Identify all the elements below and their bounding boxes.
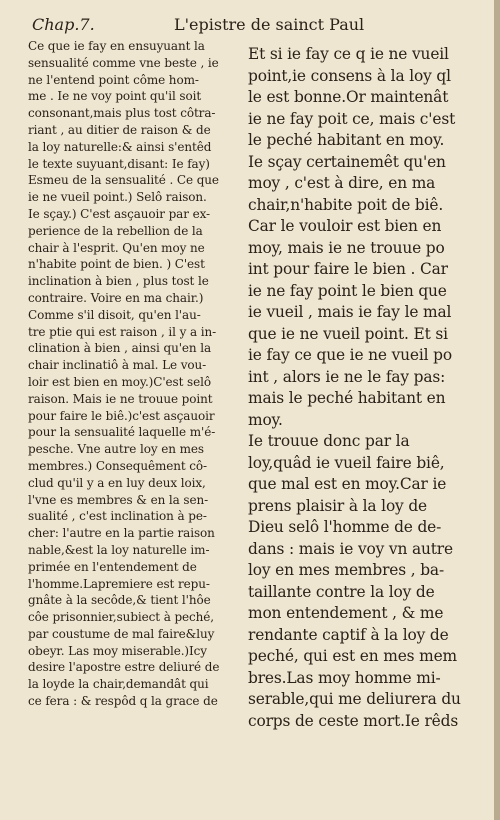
scripture-line: moy , c'est à dire, en ma bbox=[248, 174, 436, 192]
page-header bbox=[32, 14, 472, 36]
scripture-line: Et si ie fay ce q ie ne vueil bbox=[248, 45, 449, 63]
commentary-line: ce fera : & respôd q la grace de bbox=[28, 694, 218, 709]
scripture-line: Car le vouloir est bien en bbox=[248, 217, 442, 235]
commentary-line: Comme s'il disoit, qu'en l'au- bbox=[28, 307, 201, 322]
scripture-line: chair,n'habite poit de biê. bbox=[248, 195, 444, 214]
scripture-line: que ie ne vueil point. Et si bbox=[248, 324, 448, 343]
scripture-line: Dieu selô l'homme de de- bbox=[248, 518, 442, 536]
commentary-line: desire l'apostre estre deliuré de bbox=[28, 660, 220, 675]
commentary-line: inclination à bien , plus tost le bbox=[28, 274, 209, 289]
commentary-line: clud qu'il y a en luy deux loix, bbox=[28, 475, 206, 490]
scripture-line: prens plaisir à la loy de bbox=[248, 496, 428, 515]
scripture-line: dans : mais ie voy vn autre bbox=[248, 539, 453, 558]
scripture-line: ie fay ce que ie ne vueil po bbox=[248, 346, 452, 364]
commentary-line: Esmeu de la sensualité . Ce que bbox=[28, 173, 219, 188]
commentary-line: pour faire le biê.)c'est asçauoir bbox=[28, 408, 215, 423]
scripture-line: corps de ceste mort.Ie rêds bbox=[248, 711, 459, 730]
commentary-line: chair à l'esprit. Qu'en moy ne bbox=[28, 240, 205, 255]
commentary-line: la loyde la chair,demandât qui bbox=[28, 677, 209, 692]
scripture-line: rendante captif à la loy de bbox=[248, 625, 449, 644]
commentary-line: pour la sensualité laquelle m'é- bbox=[28, 425, 216, 440]
commentary-line: gnâte à la secôde,& tient l'hôe bbox=[28, 593, 211, 608]
commentary-line: tre ptie qui est raison , il y a in- bbox=[28, 324, 217, 339]
scripture-line: que mal est en moy.Car ie bbox=[248, 475, 447, 493]
running-head-title: L'epistre de sainct Paul bbox=[174, 15, 365, 34]
commentary-line: sualité , c'est inclination à pe- bbox=[28, 509, 207, 524]
commentary-line: primée en l'entendement de bbox=[28, 559, 197, 574]
scripture-line: loy en mes membres , ba- bbox=[248, 561, 444, 579]
scripture-line: taillante contre la loy de bbox=[248, 582, 435, 601]
scripture-line: le peché habitant en moy. bbox=[248, 131, 445, 149]
commentary-line: l'vne es membres & en la sen- bbox=[28, 492, 209, 507]
commentary-line: me . Ie ne voy point qu'il soit bbox=[28, 89, 202, 104]
commentary-line: clination à bien , ainsi qu'en la bbox=[28, 341, 212, 356]
scripture-line: ie vueil , mais ie fay le mal bbox=[248, 303, 452, 321]
commentary-line: ne l'entend point côme hom- bbox=[28, 72, 199, 87]
scripture-line: mais le peché habitant en bbox=[248, 389, 446, 407]
scripture-line: ie ne fay point le bien que bbox=[248, 281, 447, 300]
commentary-line: sensualité comme vne beste , ie bbox=[28, 55, 219, 70]
commentary-line: loir est bien en moy.)C'est selô bbox=[28, 374, 211, 389]
scripture-line: moy. bbox=[248, 410, 283, 429]
commentary-line: Ce que ie fay en ensuyuant la bbox=[28, 39, 205, 53]
commentary-line: l'homme.Lapremiere est repu- bbox=[28, 576, 210, 591]
commentary-line: ie ne vueil point.) Selô raison. bbox=[28, 190, 207, 205]
commentary-line: membres.) Consequêment cô- bbox=[28, 458, 207, 473]
commentary-line: n'habite point de bien. ) C'est bbox=[28, 257, 205, 272]
scripture-line: mon entendement , & me bbox=[248, 604, 444, 622]
commentary-line: consonant,mais plus tost côtra- bbox=[28, 106, 216, 121]
scripture-line: int pour faire le bien . Car bbox=[248, 260, 448, 278]
scripture-line: serable,qui me deliurera du bbox=[248, 690, 461, 708]
scripture-line: bres.Las moy homme mi- bbox=[248, 668, 441, 687]
commentary-line: côe prisonnier,subiect à peché, bbox=[28, 610, 215, 625]
commentary-line: obeyr. Las moy miserable.)Icy bbox=[28, 643, 207, 658]
commentary-line: riant , au ditier de raison & de bbox=[28, 122, 211, 137]
scripture-line: ie ne fay poit ce, mais c'est bbox=[248, 109, 456, 128]
scripture-line: peché, qui est en mes mem bbox=[248, 647, 457, 665]
commentary-line: nable,&est la loy naturelle im- bbox=[28, 542, 210, 557]
scripture-line: Ie sçay certainemêt qu'en bbox=[248, 152, 446, 171]
scripture-line: loy,quâd ie vueil faire biê, bbox=[248, 453, 445, 472]
commentary-line: cher: l'autre en la partie raison bbox=[28, 526, 215, 541]
commentary-line: le texte suyuant,disant: Ie fay) bbox=[28, 156, 210, 171]
chapter-heading: Chap.7. bbox=[32, 15, 95, 34]
commentary-line: chair inclinatiô à mal. Le vou- bbox=[28, 358, 207, 373]
commentary-line: raison. Mais ie ne trouue point bbox=[28, 391, 213, 406]
commentary-line: par coustume de mal faire&luy bbox=[28, 626, 215, 641]
scripture-line: le est bonne.Or maintenât bbox=[248, 88, 449, 106]
commentary-line: pesche. Vne autre loy en mes bbox=[28, 442, 204, 457]
scripture-line: Ie trouue donc par la bbox=[248, 432, 410, 450]
scripture-line: moy, mais ie ne trouue po bbox=[248, 238, 445, 257]
commentary-line: contraire. Voire en ma chair.) bbox=[28, 290, 204, 305]
scripture-line: point,ie consens à la loy ql bbox=[248, 66, 451, 85]
commentary-column bbox=[28, 38, 240, 710]
scripture-line: int , alors ie ne le fay pas: bbox=[248, 367, 446, 386]
commentary-line: perience de la rebellion de la bbox=[28, 223, 203, 238]
scripture-column bbox=[248, 44, 480, 732]
commentary-line: la loy naturelle:& ainsi s'entêd bbox=[28, 139, 212, 154]
commentary-line: Ie sçay.) C'est asçauoir par ex- bbox=[28, 206, 210, 221]
